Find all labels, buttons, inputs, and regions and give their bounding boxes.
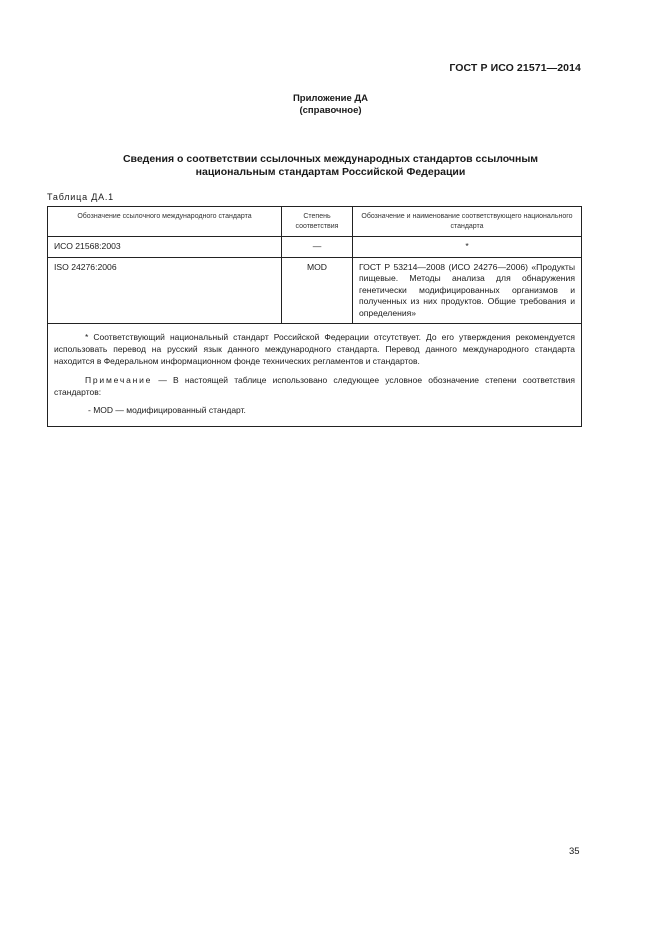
correspondence-table <box>47 206 582 427</box>
section-title <box>0 153 661 179</box>
header-degree: Степень соответствия <box>282 207 353 237</box>
table-row <box>48 237 582 258</box>
cell-degree: — <box>282 237 353 258</box>
table-notes-row <box>48 324 582 427</box>
table-header-row <box>48 207 582 237</box>
note <box>54 374 575 398</box>
cell-national: ГОСТ Р 53214—2008 (ИСО 24276—2006) «Продукты пищевые. Методы анализа для обнаружения генетически модифицированных организмов и полученных из них продуктов. Общие требования и определения» <box>353 257 582 324</box>
table-notes <box>48 324 582 427</box>
cell-national: * <box>353 237 582 258</box>
note-text: — В настоящей таблице использовано следующее условное обозначение степени соответствия стандартов: <box>54 374 575 397</box>
appendix-subtitle: (справочное) <box>299 105 362 116</box>
appendix-title: Приложение ДА <box>292 93 369 104</box>
section-title-line-2: национальным стандартам Российской Федерации <box>195 166 466 178</box>
appendix-heading <box>0 93 661 117</box>
cell-ref: ISO 24276:2006 <box>48 257 282 324</box>
table-caption: Таблица ДА.1 <box>47 192 114 202</box>
cell-degree: MOD <box>282 257 353 324</box>
header-international-standard: Обозначение ссылочного международного стандарта <box>48 207 282 237</box>
page-number: 35 <box>569 846 580 857</box>
section-title-line-1: Сведения о соответствии ссылочных международных стандартов ссылочным <box>122 153 539 165</box>
note-label: Примечание <box>85 374 153 385</box>
header-national-standard: Обозначение и наименование соответствующего национального стандарта <box>353 207 582 237</box>
note-item: - MOD — модифицированный стандарт. <box>88 405 246 416</box>
footnote: * Соответствующий национальный стандарт Российской Федерации отсутствует. До его утверждения рекомендуется использовать перевод на русский язык данного международного стандарта. Перевод данного международного стандарта находится в Федеральном информационном фонде технических регламентов и стандартов. <box>54 332 575 367</box>
table-row <box>48 257 582 324</box>
cell-ref: ИСО 21568:2003 <box>48 237 282 258</box>
document-header: ГОСТ Р ИСО 21571—2014 <box>449 62 581 74</box>
correspondence-table-wrapper <box>47 206 582 427</box>
